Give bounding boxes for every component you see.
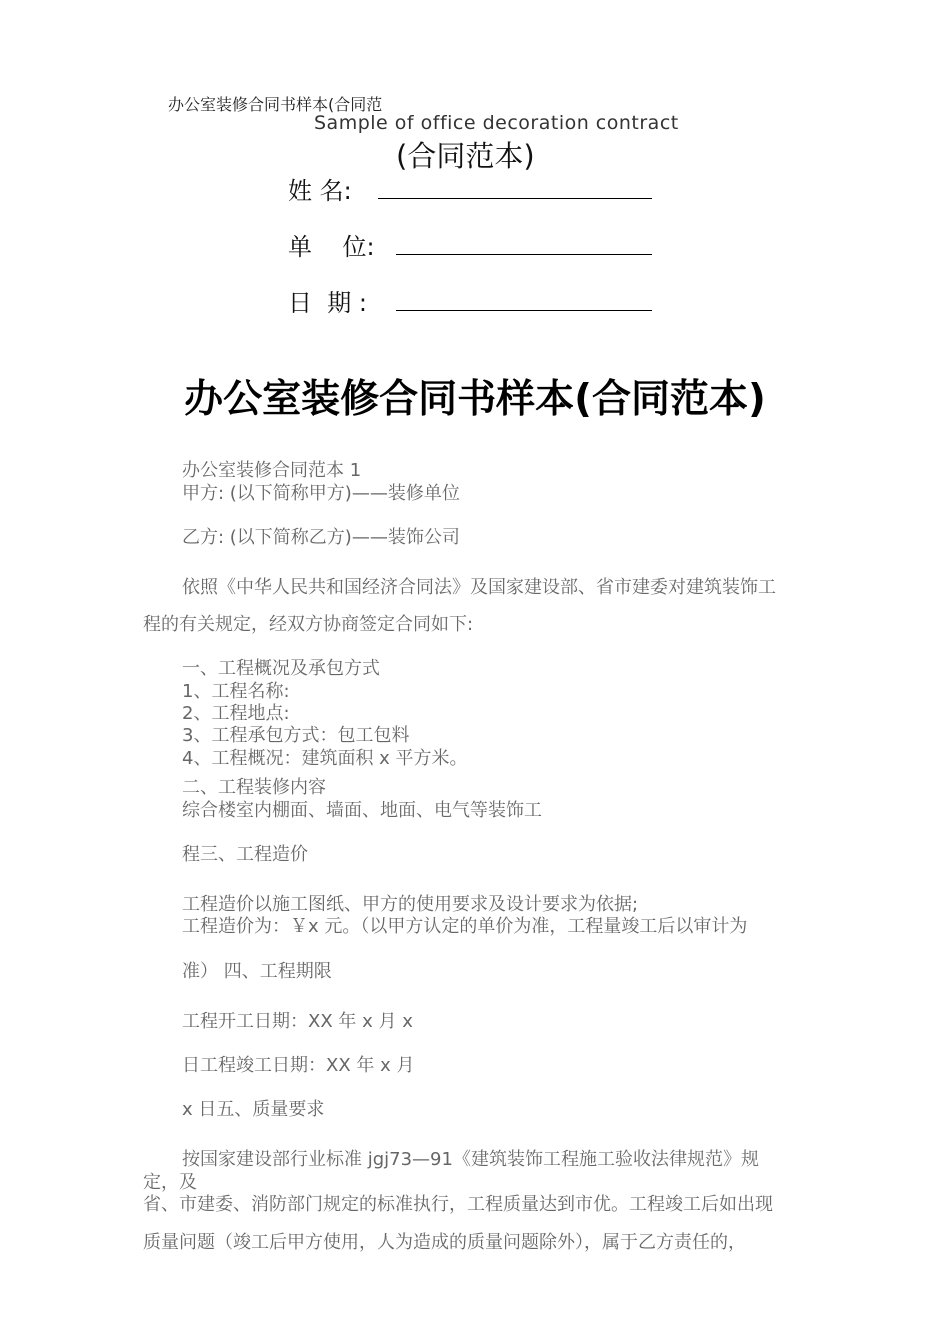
party-b-line: 乙方: (以下简称乙方)——装饰公司 [182, 527, 460, 548]
list-item: 2、工程地点: [182, 703, 290, 724]
unit-field-label: 单 位: [288, 233, 375, 261]
list-item: 4、工程概况：建筑面积 x 平方米。 [182, 748, 468, 769]
name-field-line [378, 198, 652, 199]
paragraph-line: 依照《中华人民共和国经济合同法》及国家建设部、省市建委对建筑装饰工 [182, 577, 776, 598]
name-field-label: 姓 名: [288, 177, 352, 205]
paragraph-line: 省、市建委、消防部门规定的标准执行，工程质量达到市优。工程竣工后如出现 [143, 1194, 773, 1215]
paragraph-line: 定，及 [143, 1172, 197, 1193]
party-a-line: 甲方: (以下简称甲方)——装修单位 [182, 483, 460, 504]
paragraph-line: 日工程竣工日期：XX 年 x 月 [182, 1055, 415, 1076]
unit-field-line [396, 254, 652, 255]
date-field-label: 日 期 : [288, 289, 367, 317]
section-heading: 一、工程概况及承包方式 [182, 658, 380, 679]
paragraph-line: 工程造价以施工图纸、甲方的使用要求及设计要求为依据; [182, 894, 639, 915]
section-heading: 二、工程装修内容 [182, 777, 326, 798]
header-short-title: 办公室装修合同书样本(合同范 [168, 95, 383, 114]
paragraph-line: 按国家建设部行业标准 jgj73—91《建筑装饰工程施工验收法律规范》规 [182, 1149, 759, 1170]
section-heading: 程三、工程造价 [182, 844, 308, 865]
paragraph-line: 质量问题（竣工后甲方使用，人为造成的质量问题除外），属于乙方责任的， [143, 1232, 746, 1253]
section-heading: 准） 四、工程期限 [182, 961, 332, 982]
header-english-title: Sample of office decoration contract [314, 112, 679, 134]
paragraph-line: 工程造价为：￥x 元。（以甲方认定的单价为准，工程量竣工后以审计为 [182, 916, 748, 937]
date-field-line [396, 310, 652, 311]
list-item: 1、工程名称: [182, 681, 290, 702]
cover-subtitle: (合同范本) [396, 139, 535, 173]
contract-number-line: 办公室装修合同范本 1 [182, 460, 362, 481]
document-title: 办公室装修合同书样本(合同范本) [184, 377, 766, 422]
paragraph-line: 工程开工日期：XX 年 x 月 x [182, 1011, 413, 1032]
paragraph-line: 程的有关规定，经双方协商签定合同如下: [143, 614, 474, 635]
list-item: 3、工程承包方式：包工包料 [182, 725, 410, 746]
paragraph-line: 综合楼室内棚面、墙面、地面、电气等装饰工 [182, 800, 542, 821]
section-heading: x 日五、质量要求 [182, 1099, 325, 1120]
